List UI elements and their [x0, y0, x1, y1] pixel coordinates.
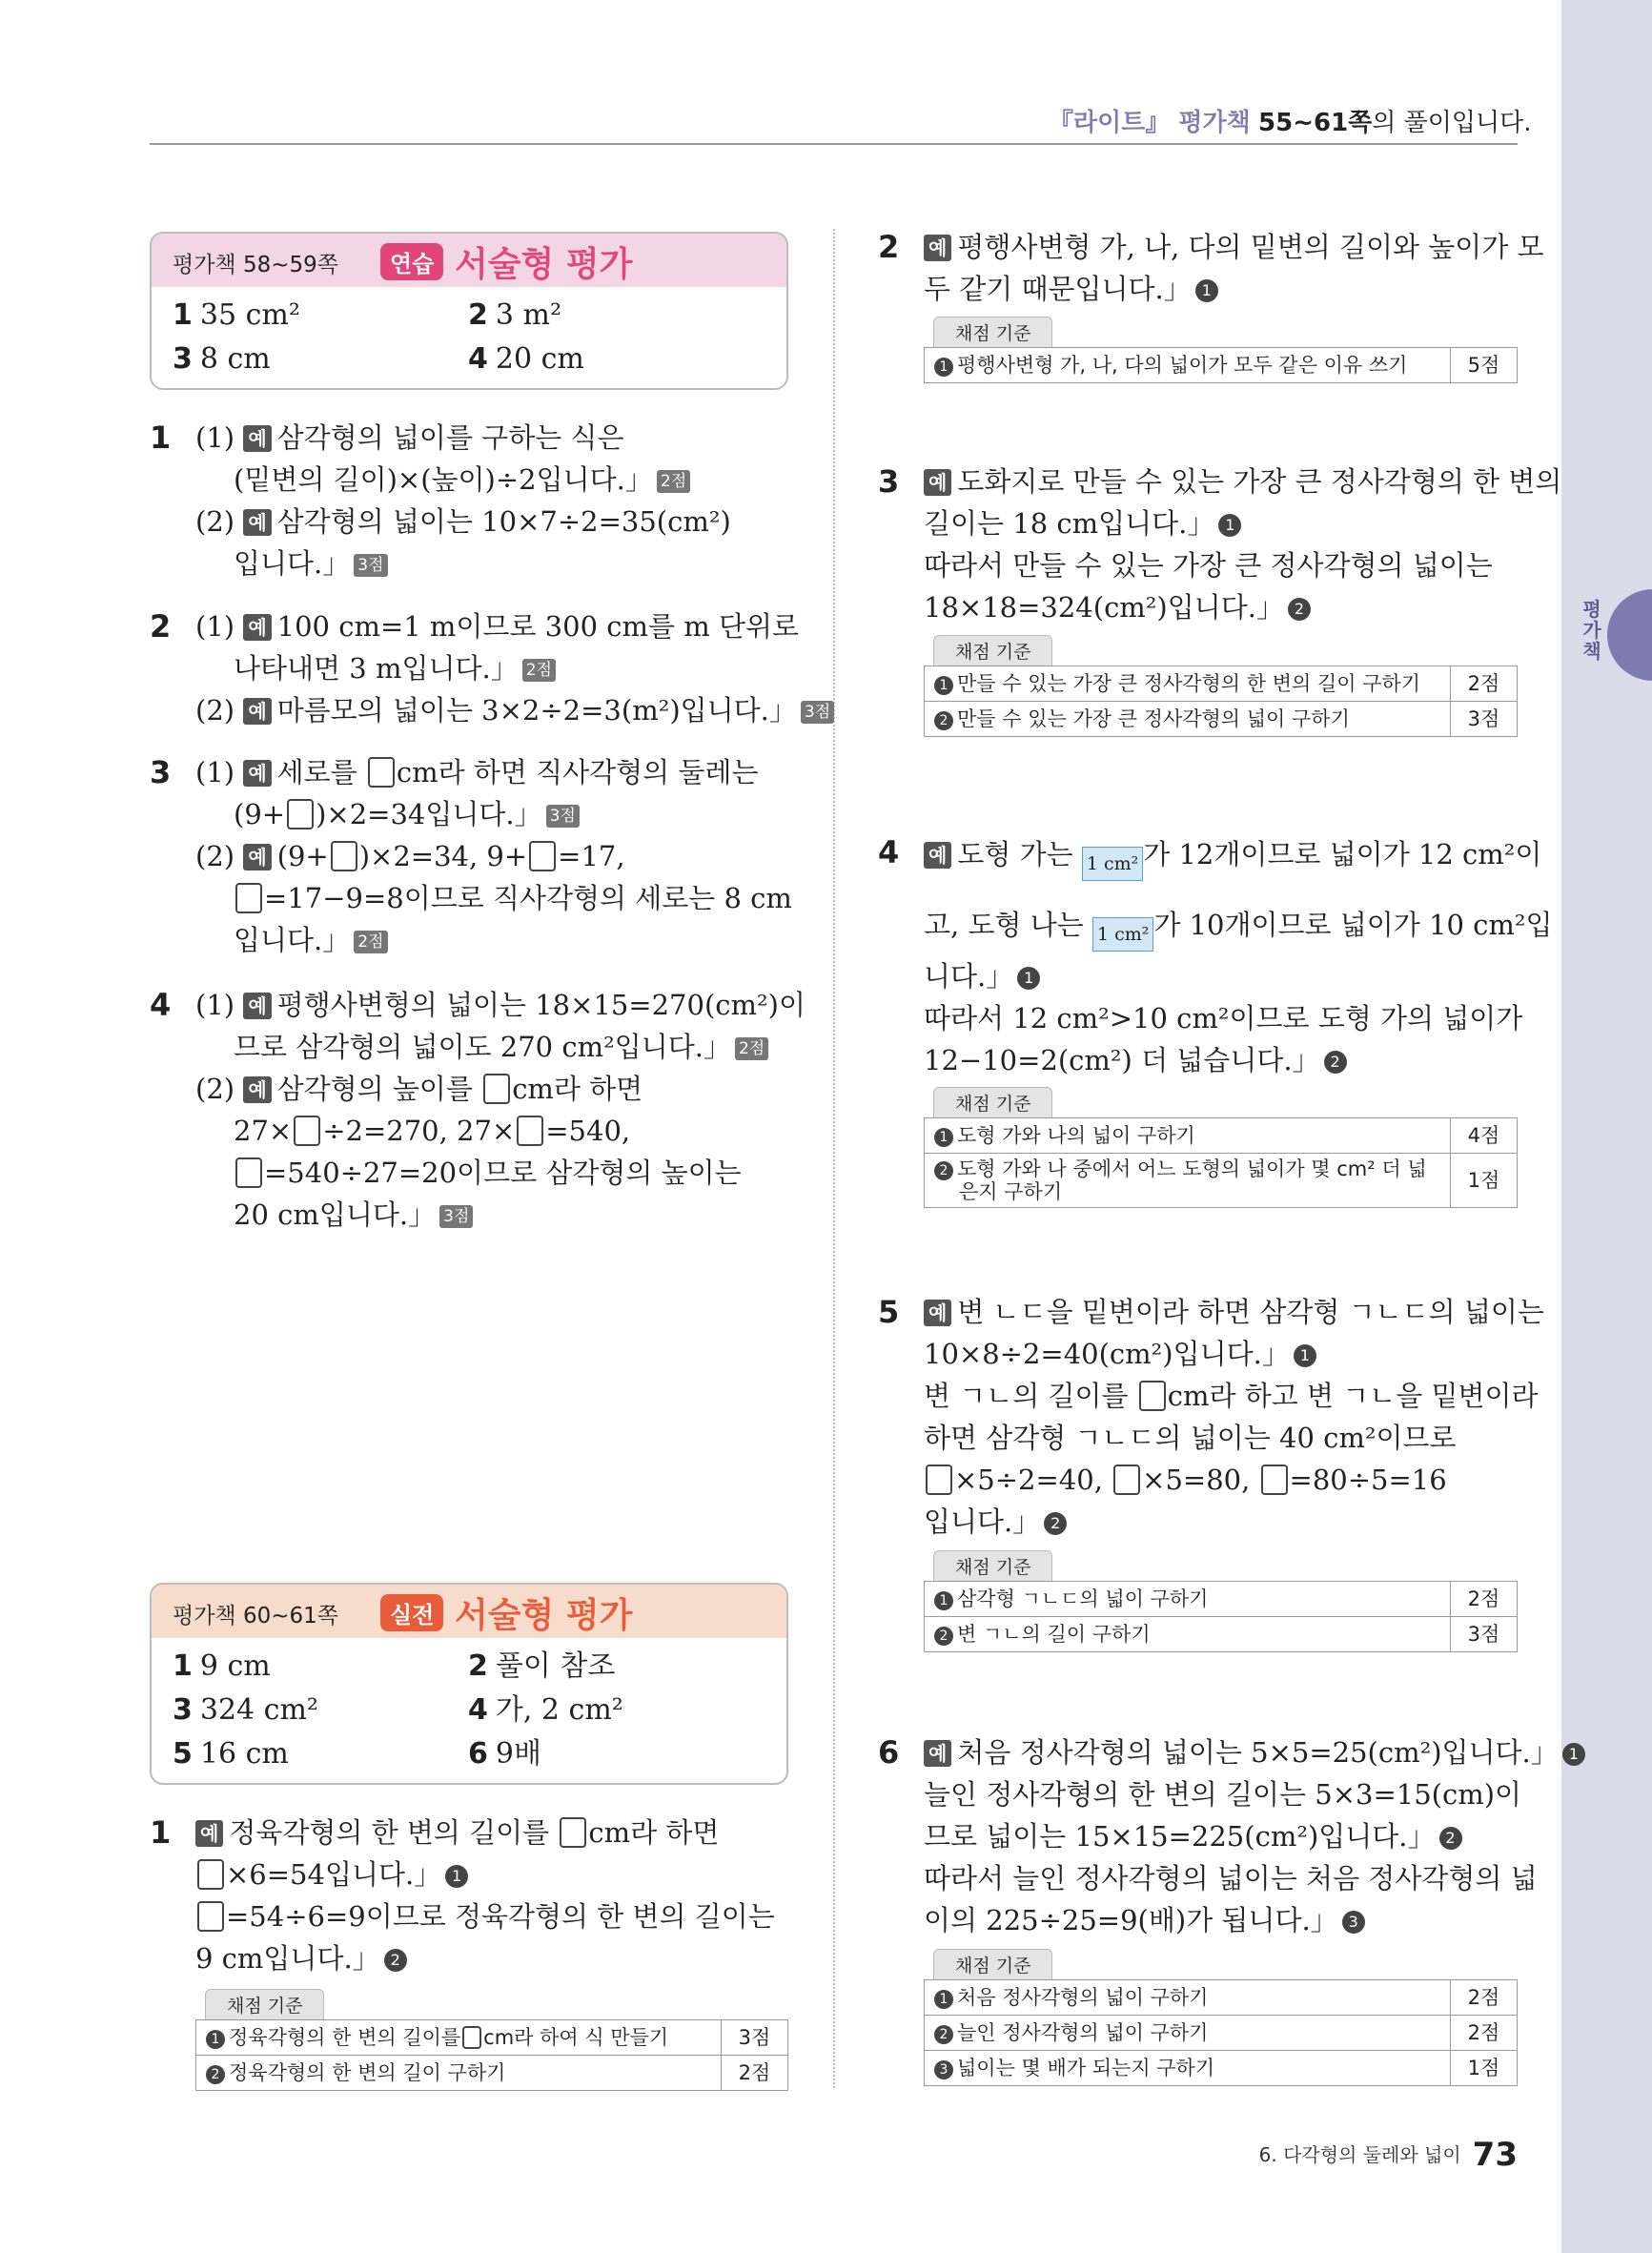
scoring-criteria-r2: 채점 기준 1 평행사변형 가, 나, 다의 넓이가 모두 같은 이유 쓰기 5점: [924, 317, 1518, 383]
header-rule: [150, 143, 1518, 145]
blank-box: [197, 1859, 224, 1890]
box-title: 서술형 평가: [455, 245, 633, 284]
scoring-criteria-r3: 채점 기준 1 만들 수 있는 가장 큰 정사각형의 한 변의 길이 구하기 2점 2 만들 수 있는 가장 큰 정사각형의 넓이 구하기 3점: [924, 635, 1518, 737]
answer-box-practice: [150, 232, 788, 390]
left-question-2: 2 (1) 예 100 cm=1 m이므로 300 cm를 m 단위로 나타내면 3 m입니다.」 2점 (2) 예 마름모의 넓이는 3×2÷2=3(m²)입니다.」 3점: [195, 605, 834, 731]
left-question-4: 4 (1) 예 평행사변형의 넓이는 18×15=270(cm²)이 므로 삼각형의 넓이도 270 cm²입니다.」 2점 (2) 예 삼각형의 높이를 cm라 하면 27× ÷2=270, 27× =540, =540÷27=20이므로 삼각형의 높이는 20 cm입니다.」 3점: [150, 987, 806, 1231]
box-title: 서술형 평가: [455, 1596, 633, 1635]
blank-box: [1139, 1381, 1166, 1411]
page-footer: [1192, 2136, 1518, 2174]
blank-box: [517, 1116, 543, 1146]
real-badge: 실전: [380, 1594, 443, 1631]
right-question-6: 6 예 처음 정사각형의 넓이는 5×5=25(cm²)입니다.」 1 늘인 정사각형의 한 변의 길이는 5×3=15(cm)이 므로 넓이는 15×15=225(cm²)입니다.」 2 따라서 늘인 정사각형의 넓이는 처음 정사각형의 넓 이의 225÷25=9(배)가 됩니다.」 3: [924, 1731, 1585, 1941]
answer-box-header: 평가책 58~59쪽 연습 서술형 평가: [152, 234, 786, 287]
left-question-3: 3 (1) 예 세로를 cm라 하면 직사각형의 둘레는 (9+ )×2=34입니다.」 3점 (2) 예 (9+ )×2=34, 9+ =17, =17−9=8이므로 직사각형의 세로는 8 cm 입니다.」 2점: [150, 754, 792, 956]
scoring-criteria-r6: 채점 기준 1 처음 정사각형의 넓이 구하기 2점 2 늘인 정사각형의 넓이 구하기 2점 3 넓이는 몇 배가 되는지 구하기 1점: [924, 1949, 1518, 2086]
scoring-criteria-r4: 채점 기준 1 도형 가와 나의 넓이 구하기 4점 2 도형 가와 나 중에서 어느 도형의 넓이가 몇 cm² 더 넓 은지 구하기 1점: [924, 1087, 1518, 1208]
page-header: 『라이트』 평가책 55~61쪽의 풀이입니다.: [1049, 109, 1532, 137]
right-question-3: 3 예 도화지로 만들 수 있는 가장 큰 정사각형의 한 변의 길이는 18 cm입니다.」 1 따라서 만들 수 있는 가장 큰 정사각형의 넓이는 18×18=324(cm²)입니다.」 2: [878, 463, 1562, 624]
unit-square: 1 cm²: [1082, 847, 1143, 881]
right-question-4: 4 예 도형 가는 1 cm² 가 12개이므로 넓이가 12 cm²이 고, 도형 나는 1 cm² 가 10개이므로 넓이가 10 cm²입 니다.」 1 따라서 12 cm²>10 cm²이므로 도형 가의 넓이가 12−10=2(cm²) 더 넓습니다.」 2: [878, 834, 1553, 1076]
blank-box: [235, 1157, 262, 1188]
blank-box: [197, 1901, 224, 1932]
left-real-question-1: 1 예 정육각형의 한 변의 길이를 cm라 하면 ×6=54입니다.」 1 =54÷6=9이므로 정육각형의 한 변의 길이는 9 cm입니다.」 2: [150, 1814, 775, 1975]
right-question-5: 5 예 변 ㄴㄷ을 밑변이라 하면 삼각형 ㄱㄴㄷ의 넓이는 10×8÷2=40(cm²)입니다.」 1 변 ㄱㄴ의 길이를 cm라 하고 변 ㄱㄴ을 밑변이라 하면 삼각형 ㄱㄴㄷ의 넓이는 40 cm²이므로 ×5÷2=40, ×5=80, =80÷5=16 입니다.」 2: [878, 1294, 1544, 1538]
left-question-1: 1 (1) 예 삼각형의 넓이를 구하는 식은 (밑변의 길이)×(높이)÷2입니다.」 2점 (2) 예 삼각형의 넓이는 10×7÷2=35(cm²) 입니다.」 3점: [150, 420, 731, 580]
blank-box: [1113, 1464, 1140, 1495]
blank-box: [368, 757, 395, 788]
blank-box: [560, 1817, 586, 1848]
blank-box: [235, 883, 262, 913]
page-number: 73: [1472, 2136, 1518, 2174]
scoring-criteria-r5: 채점 기준 1 삼각형 ㄱㄴㄷ의 넓이 구하기 2점 2 변 ㄱㄴ의 길이 구하기 3점: [924, 1550, 1518, 1652]
blank-box: [287, 799, 314, 830]
scoring-criteria-l5: 채점 기준 1 정육각형의 한 변의 길이를 cm라 하여 식 만들기 3점 2 정육각형의 한 변의 길이 구하기 2점: [195, 1989, 788, 2091]
blank-box: [529, 841, 556, 871]
answer-grid: 1 9 cm 2 풀이 참조 3 324 cm² 4 가, 2 cm² 5 16 cm 6 9배: [173, 1649, 623, 1771]
blank-box: [294, 1116, 320, 1146]
blank-box: [331, 841, 357, 871]
blank-box: [1261, 1464, 1288, 1495]
answer-grid: 1 35 cm² 2 3 m² 3 8 cm 4 20 cm: [173, 298, 584, 376]
blank-box: [483, 1074, 510, 1104]
blank-box: [926, 1464, 952, 1495]
chapter-title: 6. 다각형의 둘레와 넓이: [1258, 2143, 1461, 2166]
column-divider: [833, 229, 835, 2088]
right-question-2: 2 예 평행사변형 가, 나, 다의 밑변의 길이와 높이가 모 두 같기 때문입니다.」 1: [878, 229, 1544, 305]
section-tab-label: 평가책: [1582, 598, 1601, 663]
practice-badge: 연습: [380, 243, 443, 280]
answer-box-header: 평가책 60~61쪽 실전 서술형 평가: [152, 1585, 786, 1638]
answer-box-real: [150, 1583, 788, 1785]
unit-square: 1 cm²: [1092, 917, 1153, 952]
